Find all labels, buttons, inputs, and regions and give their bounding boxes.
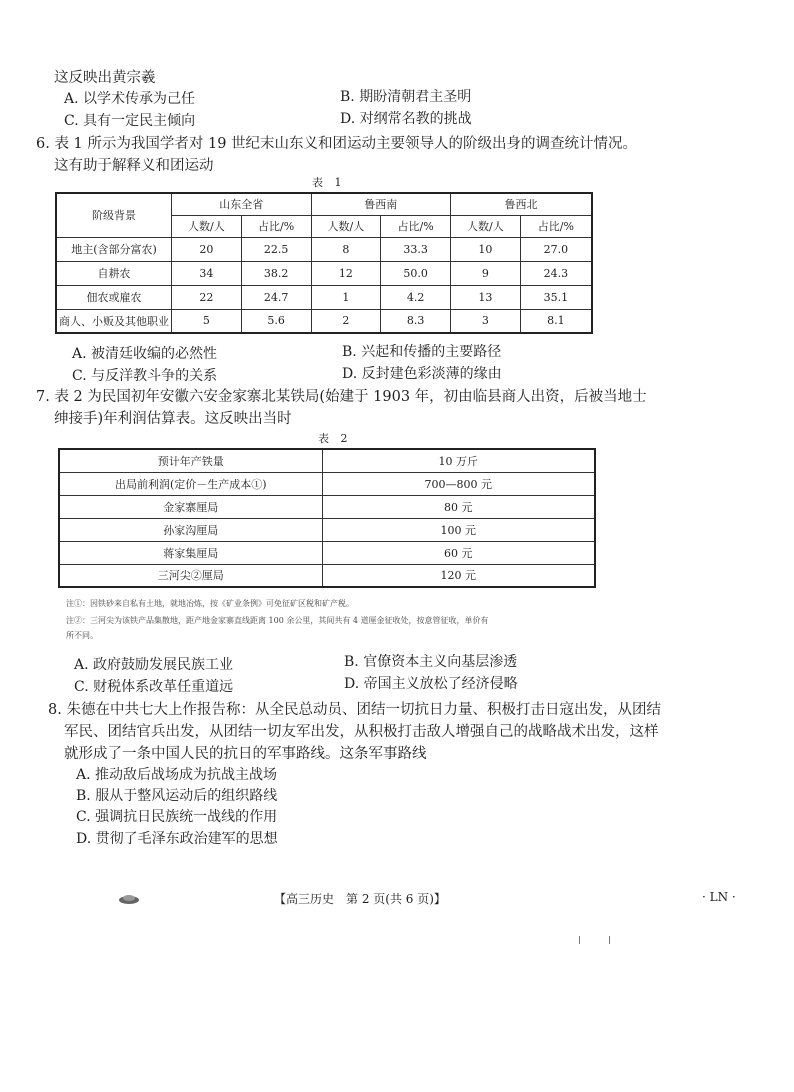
cell: 50.0 <box>381 261 451 285</box>
cell: 33.3 <box>381 237 451 261</box>
cell: 27.0 <box>520 237 592 261</box>
q8-option-b: B. 服从于整风运动后的组织路线 <box>76 788 278 804</box>
cell: 13 <box>450 285 520 309</box>
row-label: 三河尖②厘局 <box>59 564 322 587</box>
q8-stem-line2: 军民、团结官兵出发，从团结一切友军出发，从积极打击敌人增强自己的战略战术出发，这样 <box>64 724 659 740</box>
table-row <box>56 309 592 333</box>
row-label: 地主(含部分富农) <box>56 237 172 261</box>
table-row <box>59 541 595 564</box>
table2-note2-line2: 所不同。 <box>66 631 98 640</box>
publisher-logo-icon <box>118 890 140 909</box>
q6-option-b: B. 兴起和传播的主要路径 <box>342 344 502 360</box>
cell: 10 万斤 <box>322 449 595 472</box>
table2 <box>58 448 596 588</box>
table-row <box>59 518 595 541</box>
table1-group-luxinan: 鲁西南 <box>311 193 450 215</box>
row-label: 预计年产铁量 <box>59 449 322 472</box>
cell: 22.5 <box>241 237 311 261</box>
cell: 5.6 <box>241 309 311 333</box>
q8-option-a: A. 推动敌后战场成为抗战主战场 <box>76 767 278 783</box>
row-label: 孙家沟厘局 <box>59 518 322 541</box>
q6-option-d: D. 反封建色彩淡薄的缘由 <box>342 366 502 382</box>
table-row <box>56 237 592 261</box>
q5-option-c: C. 具有一定民主倾向 <box>64 113 196 129</box>
q7-stem-line2: 绅接手)年利润估算表。这反映出当时 <box>54 411 292 427</box>
q6-option-a: A. 被清廷收编的必然性 <box>72 346 218 362</box>
cell: 2 <box>311 309 381 333</box>
q5-stem-tail: 这反映出黄宗羲 <box>54 70 156 86</box>
table-row <box>59 564 595 587</box>
q8-stem-line3: 就形成了一条中国人民的抗日的军事路线。这条军事路线 <box>64 746 427 762</box>
q6-stem-line2: 这有助于解释义和团运动 <box>54 158 214 174</box>
cell: 38.2 <box>241 261 311 285</box>
cell: 5 <box>172 309 242 333</box>
cell: 8.1 <box>520 309 592 333</box>
cell: 24.3 <box>520 261 592 285</box>
table1 <box>55 192 593 334</box>
cell: 60 元 <box>322 541 595 564</box>
table1-subheader: 占比/% <box>520 215 592 237</box>
row-label: 蒋家集厘局 <box>59 541 322 564</box>
table1-caption: 表 1 <box>312 176 346 189</box>
table2-note2-line1: 注②：三河尖为该铁产品集散地，距产地金家寨直线距离 100 余公里，其间共有 4 道厘金征收处，按意管征收，单价有 <box>66 616 489 625</box>
cell: 22 <box>172 285 242 309</box>
cell: 700—800 元 <box>322 472 595 495</box>
cell: 9 <box>450 261 520 285</box>
cell: 34 <box>172 261 242 285</box>
table1-group-shandong: 山东全省 <box>172 193 311 215</box>
scan-mark <box>609 936 610 944</box>
cell: 10 <box>450 237 520 261</box>
table-row <box>59 449 595 472</box>
table1-header-class: 阶级背景 <box>56 193 172 237</box>
q5-option-a: A. 以学术传承为己任 <box>64 91 196 107</box>
q5-option-d: D. 对纲常名教的挑战 <box>340 111 472 127</box>
table2-note1: 注①：因铁砂来自私有土地，就地冶炼，按《矿业条例》可免征矿区税和矿产税。 <box>66 599 354 608</box>
q8-stem-line1: 8. 朱德在中共七大上作报告称：从全民总动员、团结一切抗日力量、积极打击日寇出发，从团结 <box>48 702 661 718</box>
row-label: 商人、小贩及其他职业 <box>56 309 172 333</box>
q7-option-b: B. 官僚资本主义向基层渗透 <box>344 654 518 670</box>
table1-subheader: 人数/人 <box>311 215 381 237</box>
row-label: 金家寨厘局 <box>59 495 322 518</box>
cell: 24.7 <box>241 285 311 309</box>
q5-option-b: B. 期盼清朝君主圣明 <box>340 89 472 105</box>
cell: 1 <box>311 285 381 309</box>
q7-option-c: C. 财税体系改革任重道远 <box>74 679 234 695</box>
q6-option-c: C. 与反洋教斗争的关系 <box>72 368 218 384</box>
cell: 120 元 <box>322 564 595 587</box>
cell: 8 <box>311 237 381 261</box>
table-row <box>56 261 592 285</box>
table-row <box>56 285 592 309</box>
table-row <box>59 495 595 518</box>
q7-option-d: D. 帝国主义放松了经济侵略 <box>344 676 518 692</box>
cell: 20 <box>172 237 242 261</box>
table1-group-luxibei: 鲁西北 <box>450 193 592 215</box>
table1-subheader: 人数/人 <box>450 215 520 237</box>
q7-stem-line1: 7. 表 2 为民国初年安徽六安金家寨北某铁局(始建于 1903 年，初由临县商人出资，后被当地士 <box>36 389 647 405</box>
q8-option-d: D. 贯彻了毛泽东政治建军的思想 <box>76 831 278 847</box>
cell: 12 <box>311 261 381 285</box>
cell: 80 元 <box>322 495 595 518</box>
row-label: 出局前利润(定价－生产成本①) <box>59 472 322 495</box>
table2-caption: 表 2 <box>318 432 352 445</box>
scan-mark <box>579 936 580 944</box>
cell: 3 <box>450 309 520 333</box>
table-row <box>59 472 595 495</box>
cell: 8.3 <box>381 309 451 333</box>
cell: 4.2 <box>381 285 451 309</box>
cell: 35.1 <box>520 285 592 309</box>
cell: 100 元 <box>322 518 595 541</box>
table1-subheader: 占比/% <box>241 215 311 237</box>
footer-code: · LN · <box>702 890 736 904</box>
row-label: 自耕农 <box>56 261 172 285</box>
q6-stem-line1: 6. 表 1 所示为我国学者对 19 世纪末山东义和团运动主要领导人的阶级出身的调查统计情况。 <box>36 136 638 152</box>
q7-option-a: A. 政府鼓励发展民族工业 <box>74 657 234 673</box>
row-label: 佃农或雇农 <box>56 285 172 309</box>
table1-subheader: 人数/人 <box>172 215 242 237</box>
q8-option-c: C. 强调抗日民族统一战线的作用 <box>76 809 278 825</box>
footer-page-info: 【高三历史 第 2 页(共 6 页)】 <box>274 892 446 906</box>
table1-subheader: 占比/% <box>381 215 451 237</box>
